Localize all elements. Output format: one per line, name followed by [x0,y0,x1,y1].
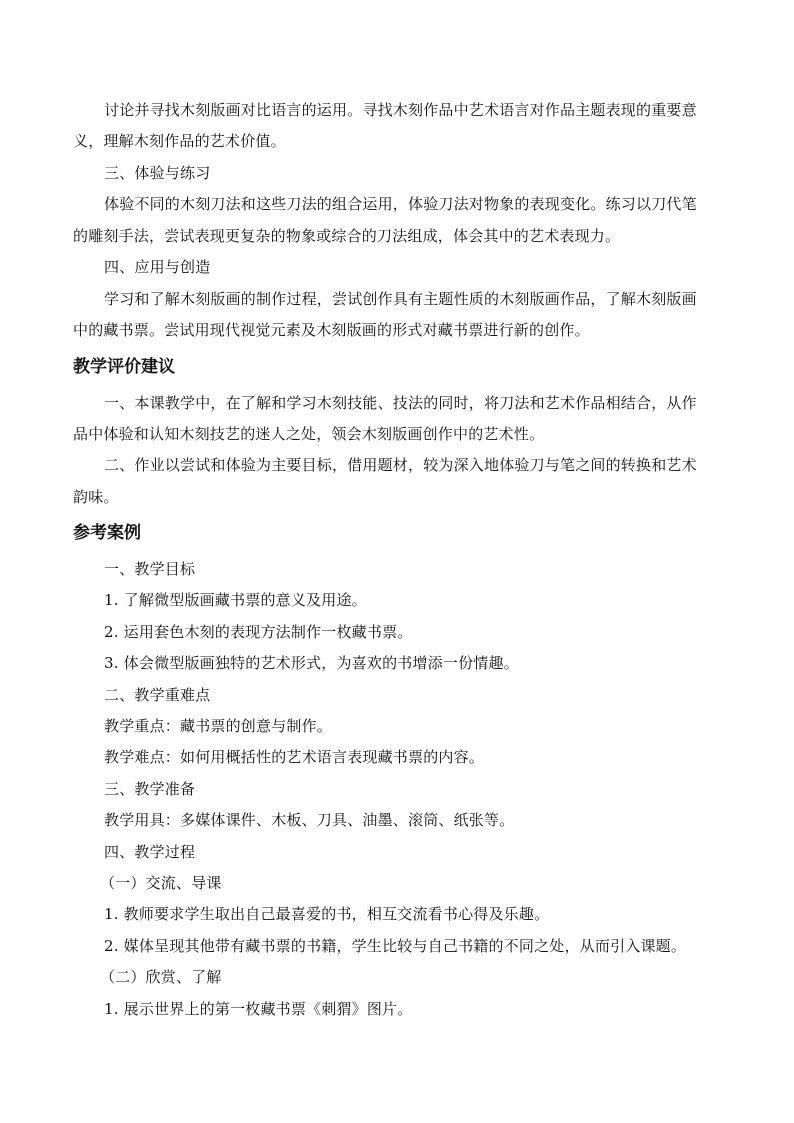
paragraph-line: 中的藏书票。尝试用现代视觉元素及木刻版画的形式对藏书票进行新的创作。 [73,321,590,339]
paragraph-line: 的雕刻手法，尝试表现更复杂的物象或综合的刀法组成，体会其中的艺术表现力。 [73,227,621,245]
list-item: 1. 教师要求学生取出自己最喜爱的书，相互交流看书心得及乐趣。 [104,905,550,923]
list-item: 1. 展示世界上的第一枚藏书票《刺猬》图片。 [104,1000,413,1018]
paragraph-line: 二、作业以尝试和体验为主要目标，借用题材，较为深入地体验刀与笔之间的转换和艺术 [104,456,697,474]
list-item: 2. 媒体呈现其他带有藏书票的书籍，学生比较与自己书籍的不同之处，从而引入课题。 [104,937,687,955]
paragraph-line: 品中体验和认知木刻技艺的迷人之处，领会木刻版画创作中的艺术性。 [73,425,545,443]
paragraph-line: 教学用具：多媒体课件、木板、刀具、油墨、滚筒、纸张等。 [104,811,515,829]
subsection-title: （二）欣赏、了解 [100,968,222,986]
section-title: 四、应用与创造 [104,258,211,276]
paragraph-line: 教学重点：藏书票的创意与制作。 [104,717,333,735]
reference-heading: 参考案例 [73,523,141,543]
paragraph-line: 讨论并寻找木刻版画对比语言的运用。寻找木刻作品中艺术语言对作品主题表现的重要意 [104,101,697,119]
section-title: 二、教学重难点 [104,686,211,704]
section-title: 三、教学准备 [104,780,196,798]
section-title: 三、体验与练习 [104,164,211,182]
list-item: 3. 体会微型版画独特的艺术形式，为喜欢的书增添一份情趣。 [104,654,519,672]
paragraph-line: 韵味。 [73,488,119,506]
paragraph-line: 体验不同的木刻刀法和这些刀法的组合运用，体验刀法对物象的表现变化。练习以刀代笔 [104,195,697,213]
paragraph-line: 学习和了解木刻版画的制作过程，尝试创作具有主题性质的木刻版画作品，了解木刻版画 [104,290,697,308]
list-item: 1. 了解微型版画藏书票的意义及用途。 [104,591,367,609]
list-item: 2. 运用套色木刻的表现方法制作一枚藏书票。 [104,623,413,641]
evaluation-heading: 教学评价建议 [73,357,175,377]
paragraph-line: 一、本课教学中，在了解和学习木刻技能、技法的同时，将刀法和艺术作品相结合，从作 [104,394,697,412]
section-title: 一、教学目标 [104,560,196,578]
paragraph-line: 教学难点：如何用概括性的艺术语言表现藏书票的内容。 [104,748,485,766]
section-title: 四、教学过程 [104,843,196,861]
paragraph-line: 义，理解木刻作品的艺术价值。 [73,132,286,150]
subsection-title: （一）交流、导课 [100,874,222,892]
